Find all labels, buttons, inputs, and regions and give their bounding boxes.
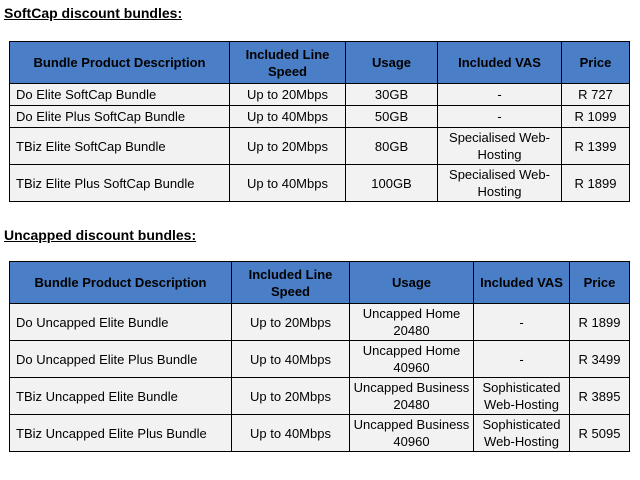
column-header: Price xyxy=(562,42,630,84)
column-header: Price xyxy=(570,262,630,304)
table-cell: Up to 40Mbps xyxy=(230,106,346,128)
column-header: Included VAS xyxy=(474,262,570,304)
table-cell: Sophisticated Web-Hosting xyxy=(474,415,570,452)
table-cell: R 1099 xyxy=(562,106,630,128)
uncapped-table xyxy=(9,261,630,452)
table-cell: 30GB xyxy=(346,84,438,106)
table-cell: R 1399 xyxy=(562,128,630,165)
table-cell: Up to 20Mbps xyxy=(230,84,346,106)
softcap-heading: SoftCap discount bundles: xyxy=(4,5,183,21)
table-cell: R 727 xyxy=(562,84,630,106)
table-cell: Specialised Web-Hosting xyxy=(438,165,562,202)
uncapped-heading: Uncapped discount bundles: xyxy=(4,227,197,243)
table-cell: Uncapped Home 40960 xyxy=(350,341,474,378)
column-header: Included Line Speed xyxy=(232,262,350,304)
table-cell: Up to 40Mbps xyxy=(230,165,346,202)
table-cell: - xyxy=(474,304,570,341)
table-cell: TBiz Elite SoftCap Bundle xyxy=(10,128,230,165)
table-cell: R 1899 xyxy=(562,165,630,202)
table-cell: Up to 20Mbps xyxy=(232,378,350,415)
table-cell: 100GB xyxy=(346,165,438,202)
table-cell: 80GB xyxy=(346,128,438,165)
table-row xyxy=(10,84,630,106)
table-cell: Do Uncapped Elite Bundle xyxy=(10,304,232,341)
table-row xyxy=(10,128,630,165)
table-row xyxy=(10,106,630,128)
table-cell: Uncapped Business 20480 xyxy=(350,378,474,415)
table-cell: Do Elite SoftCap Bundle xyxy=(10,84,230,106)
table-row xyxy=(10,304,630,341)
softcap-table xyxy=(9,41,630,202)
table-row xyxy=(10,415,630,452)
table-row xyxy=(10,378,630,415)
column-header: Usage xyxy=(346,42,438,84)
table-cell: - xyxy=(438,106,562,128)
table-row xyxy=(10,165,630,202)
table-cell: R 3895 xyxy=(570,378,630,415)
table-cell: Sophisticated Web-Hosting xyxy=(474,378,570,415)
table-cell: TBiz Uncapped Elite Plus Bundle xyxy=(10,415,232,452)
table-cell: Up to 40Mbps xyxy=(232,341,350,378)
column-header: Included VAS xyxy=(438,42,562,84)
softcap-header-row xyxy=(10,42,630,84)
uncapped-header-row xyxy=(10,262,630,304)
column-header: Bundle Product Description xyxy=(10,42,230,84)
table-cell: R 5095 xyxy=(570,415,630,452)
table-cell: R 1899 xyxy=(570,304,630,341)
table-cell: - xyxy=(474,341,570,378)
table-cell: 50GB xyxy=(346,106,438,128)
table-cell: Uncapped Home 20480 xyxy=(350,304,474,341)
table-cell: Do Uncapped Elite Plus Bundle xyxy=(10,341,232,378)
column-header: Included Line Speed xyxy=(230,42,346,84)
table-cell: Uncapped Business 40960 xyxy=(350,415,474,452)
table-cell: Do Elite Plus SoftCap Bundle xyxy=(10,106,230,128)
table-cell: Up to 20Mbps xyxy=(232,304,350,341)
table-cell: TBiz Uncapped Elite Bundle xyxy=(10,378,232,415)
table-cell: Up to 20Mbps xyxy=(230,128,346,165)
column-header: Bundle Product Description xyxy=(10,262,232,304)
table-cell: Up to 40Mbps xyxy=(232,415,350,452)
column-header: Usage xyxy=(350,262,474,304)
table-cell: R 3499 xyxy=(570,341,630,378)
table-row xyxy=(10,341,630,378)
table-cell: TBiz Elite Plus SoftCap Bundle xyxy=(10,165,230,202)
table-cell: Specialised Web-Hosting xyxy=(438,128,562,165)
table-cell: - xyxy=(438,84,562,106)
